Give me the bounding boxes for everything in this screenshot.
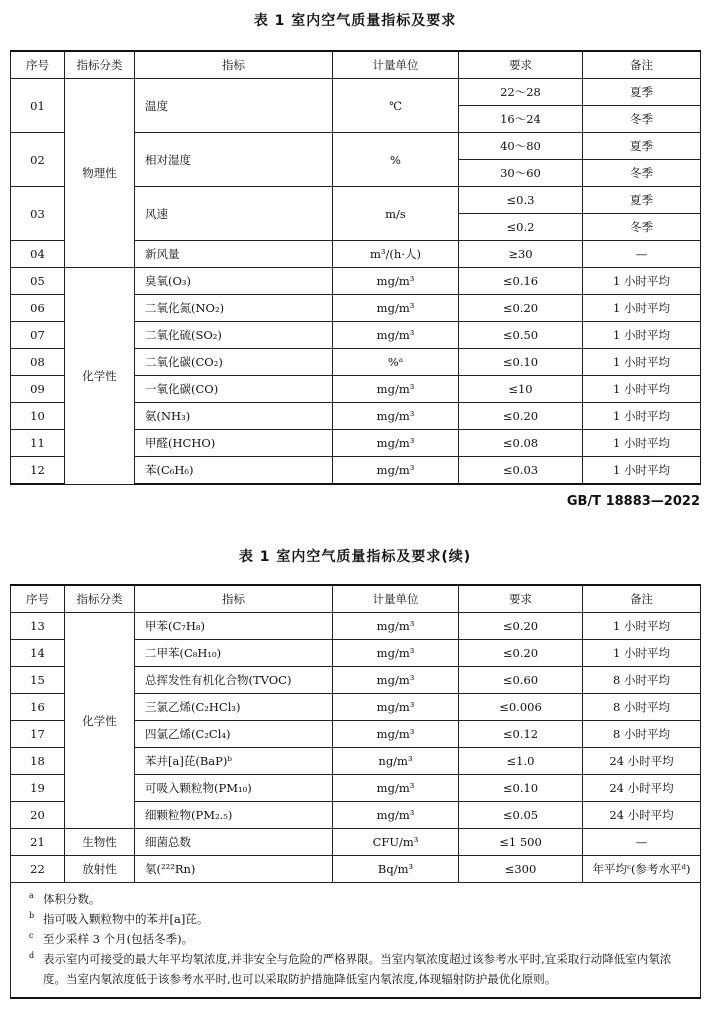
row-no: 04 — [11, 241, 65, 268]
row-no: 18 — [11, 748, 65, 775]
unit: mg/m³ — [333, 694, 459, 721]
indicator-name: 温度 — [135, 79, 333, 133]
unit: mg/m³ — [333, 403, 459, 430]
unit: mg/m³ — [333, 721, 459, 748]
row-no: 01 — [11, 79, 65, 133]
indicator-name: 苯(C₆H₆) — [135, 457, 333, 485]
requirement: ≤10 — [459, 376, 583, 403]
requirement: ≤1.0 — [459, 748, 583, 775]
remark: 1 小时平均 — [583, 322, 701, 349]
row-no: 08 — [11, 349, 65, 376]
footnote — [25, 889, 692, 909]
indicator-name: 氡(²²²Rn) — [135, 856, 333, 883]
indicator-name: 细颗粒物(PM₂.₅) — [135, 802, 333, 829]
remark: 冬季 — [583, 214, 701, 241]
indicator-name: 细菌总数 — [135, 829, 333, 856]
remark: 1 小时平均 — [583, 457, 701, 485]
header-requirement: 要求 — [459, 51, 583, 79]
remark: — — [583, 829, 701, 856]
header-no: 序号 — [11, 585, 65, 613]
row-no: 17 — [11, 721, 65, 748]
remark: 1 小时平均 — [583, 376, 701, 403]
requirement: ≤0.20 — [459, 613, 583, 640]
unit: CFU/m³ — [333, 829, 459, 856]
remark: 夏季 — [583, 79, 701, 106]
remark: 1 小时平均 — [583, 613, 701, 640]
remark: 8 小时平均 — [583, 667, 701, 694]
indicator-name: 风速 — [135, 187, 333, 241]
row-no: 21 — [11, 829, 65, 856]
indicator-name: 相对湿度 — [135, 133, 333, 187]
header-unit: 计量单位 — [333, 51, 459, 79]
row-no: 15 — [11, 667, 65, 694]
remark: 1 小时平均 — [583, 640, 701, 667]
requirement: ≤0.08 — [459, 430, 583, 457]
remark: 冬季 — [583, 160, 701, 187]
remark: 8 小时平均 — [583, 721, 701, 748]
indicator-name: 四氯乙烯(C₂Cl₄) — [135, 721, 333, 748]
table2 — [10, 584, 701, 999]
requirement: ≤0.10 — [459, 349, 583, 376]
footnote-text: 表示室内可接受的最大年平均氡浓度,并非安全与危险的严格界限。当室内氡浓度超过该参考水平时,宜采取行动降低室内氡浓度。当室内氡浓度低于该参考水平时,也可以采取防护措施降低室内氡浓度,体现辐射防护最优化原则。 — [43, 952, 672, 986]
remark: 24 小时平均 — [583, 775, 701, 802]
unit: Bq/m³ — [333, 856, 459, 883]
indicator-name: 一氧化碳(CO) — [135, 376, 333, 403]
requirement: ≤0.20 — [459, 295, 583, 322]
footnote-text: 至少采样 3 个月(包括冬季)。 — [43, 932, 194, 946]
indicator-name: 新风量 — [135, 241, 333, 268]
remark: 1 小时平均 — [583, 268, 701, 295]
indicator-name: 甲醛(HCHO) — [135, 430, 333, 457]
row-no: 10 — [11, 403, 65, 430]
unit: mg/m³ — [333, 613, 459, 640]
row-no: 02 — [11, 133, 65, 187]
table2-title: 表 1 室内空气质量指标及要求(续) — [238, 549, 472, 565]
row-no: 06 — [11, 295, 65, 322]
remark: 24 小时平均 — [583, 748, 701, 775]
row-no: 19 — [11, 775, 65, 802]
remark: 冬季 — [583, 106, 701, 133]
footnote-mark: c — [29, 931, 34, 940]
table-row — [11, 268, 701, 295]
footnote-mark: a — [29, 891, 34, 900]
requirement: ≤1 500 — [459, 829, 583, 856]
unit: mg/m³ — [333, 376, 459, 403]
requirement: 30～60 — [459, 160, 583, 187]
table1-header-row — [11, 51, 701, 79]
unit: ℃ — [333, 79, 459, 133]
category-physical: 物理性 — [65, 79, 135, 268]
indicator-name: 二氧化氮(NO₂) — [135, 295, 333, 322]
category-chemical: 化学性 — [65, 268, 135, 485]
indicator-name: 苯并[a]芘(BaP)ᵇ — [135, 748, 333, 775]
requirement: ≤0.2 — [459, 214, 583, 241]
remark: 夏季 — [583, 133, 701, 160]
row-no: 05 — [11, 268, 65, 295]
requirement: ≥30 — [459, 241, 583, 268]
row-no: 16 — [11, 694, 65, 721]
row-no: 12 — [11, 457, 65, 485]
row-no: 14 — [11, 640, 65, 667]
requirement: ≤0.10 — [459, 775, 583, 802]
indicator-name: 臭氧(O₃) — [135, 268, 333, 295]
header-requirement: 要求 — [459, 585, 583, 613]
footnote-text: 指可吸入颗粒物中的苯并[a]芘。 — [43, 912, 209, 926]
requirement: 22～28 — [459, 79, 583, 106]
table2-header-row — [11, 585, 701, 613]
table1-title: 表 1 室内空气质量指标及要求 — [253, 13, 457, 29]
remark: 24 小时平均 — [583, 802, 701, 829]
requirement: ≤0.50 — [459, 322, 583, 349]
header-no: 序号 — [11, 51, 65, 79]
header-indicator: 指标 — [135, 51, 333, 79]
row-no: 20 — [11, 802, 65, 829]
footnotes-row — [11, 883, 701, 999]
footnote-mark: b — [29, 911, 35, 920]
indicator-name: 可吸入颗粒物(PM₁₀) — [135, 775, 333, 802]
requirement: ≤0.05 — [459, 802, 583, 829]
requirement: 16～24 — [459, 106, 583, 133]
table-row — [11, 79, 701, 106]
footnote — [25, 949, 692, 989]
unit: mg/m³ — [333, 457, 459, 485]
unit: ng/m³ — [333, 748, 459, 775]
indicator-name: 二氧化硫(SO₂) — [135, 322, 333, 349]
remark: 1 小时平均 — [583, 349, 701, 376]
row-no: 22 — [11, 856, 65, 883]
row-no: 03 — [11, 187, 65, 241]
requirement: ≤0.16 — [459, 268, 583, 295]
header-remark: 备注 — [583, 51, 701, 79]
header-category: 指标分类 — [65, 585, 135, 613]
remark: 8 小时平均 — [583, 694, 701, 721]
header-remark: 备注 — [583, 585, 701, 613]
unit: mg/m³ — [333, 322, 459, 349]
header-category: 指标分类 — [65, 51, 135, 79]
requirement: 40～80 — [459, 133, 583, 160]
unit: %ᵃ — [333, 349, 459, 376]
unit: mg/m³ — [333, 775, 459, 802]
requirement: ≤0.60 — [459, 667, 583, 694]
indicator-name: 三氯乙烯(C₂HCl₃) — [135, 694, 333, 721]
standard-number: GB/T 18883—2022 — [566, 494, 700, 509]
requirement: ≤0.3 — [459, 187, 583, 214]
remark: 1 小时平均 — [583, 295, 701, 322]
row-no: 11 — [11, 430, 65, 457]
unit: m³/(h·人) — [333, 241, 459, 268]
remark: — — [583, 241, 701, 268]
indicator-name: 氨(NH₃) — [135, 403, 333, 430]
header-indicator: 指标 — [135, 585, 333, 613]
unit: mg/m³ — [333, 268, 459, 295]
footnote-mark: d — [29, 951, 35, 960]
unit: mg/m³ — [333, 667, 459, 694]
unit: mg/m³ — [333, 802, 459, 829]
remark: 1 小时平均 — [583, 430, 701, 457]
category-chemical: 化学性 — [65, 613, 135, 829]
remark: 年平均ᶜ(参考水平ᵈ) — [583, 856, 701, 883]
category-radioactive: 放射性 — [65, 856, 135, 883]
header-unit: 计量单位 — [333, 585, 459, 613]
requirement: ≤0.20 — [459, 640, 583, 667]
remark: 1 小时平均 — [583, 403, 701, 430]
requirement: ≤300 — [459, 856, 583, 883]
remark: 夏季 — [583, 187, 701, 214]
table-row — [11, 613, 701, 640]
unit: mg/m³ — [333, 640, 459, 667]
indicator-name: 总挥发性有机化合物(TVOC) — [135, 667, 333, 694]
footnotes — [11, 883, 701, 999]
indicator-name: 二甲苯(C₈H₁₀) — [135, 640, 333, 667]
unit: % — [333, 133, 459, 187]
requirement: ≤0.006 — [459, 694, 583, 721]
table-row — [11, 829, 701, 856]
category-biological: 生物性 — [65, 829, 135, 856]
footnote-text: 体积分数。 — [43, 892, 101, 906]
requirement: ≤0.03 — [459, 457, 583, 485]
requirement: ≤0.12 — [459, 721, 583, 748]
footnote — [25, 909, 692, 929]
row-no: 09 — [11, 376, 65, 403]
indicator-name: 二氧化碳(CO₂) — [135, 349, 333, 376]
requirement: ≤0.20 — [459, 403, 583, 430]
row-no: 13 — [11, 613, 65, 640]
table1 — [10, 50, 701, 485]
unit: mg/m³ — [333, 295, 459, 322]
unit: mg/m³ — [333, 430, 459, 457]
indicator-name: 甲苯(C₇H₈) — [135, 613, 333, 640]
unit: m/s — [333, 187, 459, 241]
footnote — [25, 929, 692, 949]
table-row — [11, 856, 701, 883]
row-no: 07 — [11, 322, 65, 349]
